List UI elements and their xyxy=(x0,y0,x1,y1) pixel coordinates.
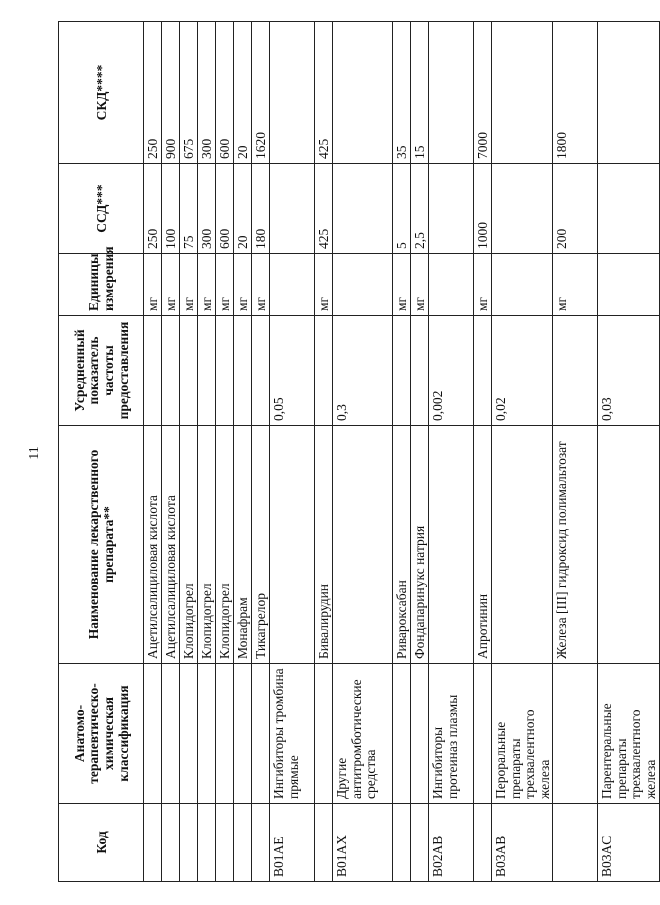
cell-ssd: 600 xyxy=(216,164,234,254)
cell-frequency xyxy=(234,316,252,426)
cell-ssd: 180 xyxy=(252,164,270,254)
cell-unit: мг xyxy=(393,254,411,316)
cell-unit: мг xyxy=(198,254,216,316)
cell-drug: Клопидогрел xyxy=(180,426,198,664)
cell-code: B03AC xyxy=(598,804,659,882)
header-drug: Наименование лекарственного препарата** xyxy=(59,426,144,664)
cell-code xyxy=(393,804,411,882)
cell-code xyxy=(234,804,252,882)
cell-atc: Пероральные препараты трехвалентного железа xyxy=(492,664,553,804)
cell-frequency xyxy=(198,316,216,426)
cell-drug: Апротинин xyxy=(474,426,492,664)
cell-skd: 1800 xyxy=(553,22,598,164)
cell-ssd xyxy=(429,164,474,254)
table-row xyxy=(553,22,598,882)
cell-frequency xyxy=(315,316,333,426)
cell-unit: мг xyxy=(162,254,180,316)
table-row xyxy=(216,22,234,882)
cell-code xyxy=(216,804,234,882)
cell-atc xyxy=(216,664,234,804)
page-number: 11 xyxy=(27,446,42,460)
cell-skd: 7000 xyxy=(474,22,492,164)
cell-ssd: 300 xyxy=(198,164,216,254)
cell-skd: 425 xyxy=(315,22,333,164)
table-row xyxy=(252,22,270,882)
cell-unit: мг xyxy=(252,254,270,316)
cell-drug: Тикагрелор xyxy=(252,426,270,664)
cell-skd: 600 xyxy=(216,22,234,164)
cell-drug xyxy=(598,426,659,664)
rotated-table-wrapper xyxy=(58,22,659,882)
table-row xyxy=(162,22,180,882)
cell-ssd xyxy=(598,164,659,254)
cell-code xyxy=(474,804,492,882)
table-row xyxy=(598,22,659,882)
cell-skd xyxy=(429,22,474,164)
table-header-row xyxy=(59,22,144,882)
cell-frequency xyxy=(411,316,429,426)
cell-skd xyxy=(598,22,659,164)
cell-code: B01AE xyxy=(270,804,315,882)
table-row xyxy=(234,22,252,882)
cell-unit: мг xyxy=(553,254,598,316)
cell-skd xyxy=(492,22,553,164)
cell-frequency xyxy=(474,316,492,426)
cell-drug: Ацетилсалициловая кислота xyxy=(162,426,180,664)
cell-atc xyxy=(162,664,180,804)
cell-drug: Клопидогрел xyxy=(216,426,234,664)
cell-code: B03AB xyxy=(492,804,553,882)
cell-frequency xyxy=(180,316,198,426)
cell-atc xyxy=(553,664,598,804)
header-atc: Анатомо-терапевтическо-химическая классификация xyxy=(59,664,144,804)
cell-unit: мг xyxy=(144,254,162,316)
cell-drug xyxy=(270,426,315,664)
cell-atc: Другие антитромботические средства xyxy=(333,664,393,804)
table-row xyxy=(144,22,162,882)
cell-drug: Ацетилсалициловая кислота xyxy=(144,426,162,664)
cell-code xyxy=(198,804,216,882)
cell-atc xyxy=(198,664,216,804)
table-row xyxy=(411,22,429,882)
cell-frequency: 0,05 xyxy=(270,316,315,426)
cell-skd: 15 xyxy=(411,22,429,164)
header-unit: Единицы измерения xyxy=(59,254,144,316)
cell-atc: Парентеральные препараты трехвалентного железа xyxy=(598,664,659,804)
cell-skd xyxy=(333,22,393,164)
cell-ssd: 75 xyxy=(180,164,198,254)
cell-unit: мг xyxy=(180,254,198,316)
table-body xyxy=(144,22,660,882)
cell-frequency: 0,03 xyxy=(598,316,659,426)
header-frequency: Усредненный показатель частоты предоставления xyxy=(59,316,144,426)
cell-frequency: 0,3 xyxy=(333,316,393,426)
table-row xyxy=(474,22,492,882)
cell-unit: мг xyxy=(474,254,492,316)
cell-skd: 20 xyxy=(234,22,252,164)
cell-code xyxy=(252,804,270,882)
cell-drug: Монафрам xyxy=(234,426,252,664)
cell-drug: Бивалирудин xyxy=(315,426,333,664)
cell-unit xyxy=(429,254,474,316)
cell-ssd xyxy=(492,164,553,254)
cell-drug: Железа [III] гидроксид полимальтозат xyxy=(553,426,598,664)
cell-ssd xyxy=(333,164,393,254)
cell-drug: Фондапаринукс натрия xyxy=(411,426,429,664)
cell-unit: мг xyxy=(315,254,333,316)
cell-atc xyxy=(411,664,429,804)
cell-frequency xyxy=(393,316,411,426)
cell-ssd: 100 xyxy=(162,164,180,254)
cell-drug xyxy=(429,426,474,664)
cell-code: B02AB xyxy=(429,804,474,882)
cell-atc xyxy=(234,664,252,804)
cell-ssd: 1000 xyxy=(474,164,492,254)
cell-frequency xyxy=(144,316,162,426)
cell-unit xyxy=(492,254,553,316)
table-row xyxy=(333,22,393,882)
cell-drug xyxy=(492,426,553,664)
cell-atc xyxy=(180,664,198,804)
cell-code xyxy=(180,804,198,882)
cell-unit: мг xyxy=(411,254,429,316)
table-row xyxy=(393,22,411,882)
cell-skd: 300 xyxy=(198,22,216,164)
cell-ssd: 5 xyxy=(393,164,411,254)
cell-frequency xyxy=(162,316,180,426)
cell-skd: 900 xyxy=(162,22,180,164)
cell-ssd: 20 xyxy=(234,164,252,254)
cell-unit: мг xyxy=(216,254,234,316)
cell-code xyxy=(411,804,429,882)
cell-code xyxy=(162,804,180,882)
cell-code: B01AX xyxy=(333,804,393,882)
cell-ssd xyxy=(270,164,315,254)
cell-atc xyxy=(144,664,162,804)
cell-atc xyxy=(393,664,411,804)
cell-frequency: 0,002 xyxy=(429,316,474,426)
table-row xyxy=(198,22,216,882)
cell-ssd: 200 xyxy=(553,164,598,254)
cell-code xyxy=(553,804,598,882)
header-code: Код xyxy=(59,804,144,882)
table-row xyxy=(492,22,553,882)
cell-atc xyxy=(474,664,492,804)
cell-atc xyxy=(252,664,270,804)
cell-code xyxy=(144,804,162,882)
table-row xyxy=(429,22,474,882)
cell-code xyxy=(315,804,333,882)
cell-atc: Ингибиторы протеиназ плазмы xyxy=(429,664,474,804)
cell-skd: 1620 xyxy=(252,22,270,164)
cell-atc: Ингибиторы тромбина прямые xyxy=(270,664,315,804)
cell-unit: мг xyxy=(234,254,252,316)
cell-skd xyxy=(270,22,315,164)
cell-frequency xyxy=(252,316,270,426)
cell-skd: 250 xyxy=(144,22,162,164)
cell-ssd: 2,5 xyxy=(411,164,429,254)
drug-table xyxy=(58,21,660,882)
header-ssd: ССД*** xyxy=(59,164,144,254)
cell-atc xyxy=(315,664,333,804)
cell-drug: Ривароксабан xyxy=(393,426,411,664)
table-row xyxy=(315,22,333,882)
table-row xyxy=(270,22,315,882)
cell-unit xyxy=(598,254,659,316)
header-skd: СКД**** xyxy=(59,22,144,164)
cell-unit xyxy=(270,254,315,316)
cell-frequency: 0,02 xyxy=(492,316,553,426)
cell-drug: Клопидогрел xyxy=(198,426,216,664)
cell-ssd: 250 xyxy=(144,164,162,254)
cell-frequency xyxy=(553,316,598,426)
cell-skd: 35 xyxy=(393,22,411,164)
cell-ssd: 425 xyxy=(315,164,333,254)
cell-unit xyxy=(333,254,393,316)
table-row xyxy=(180,22,198,882)
cell-frequency xyxy=(216,316,234,426)
cell-skd: 675 xyxy=(180,22,198,164)
cell-drug xyxy=(333,426,393,664)
